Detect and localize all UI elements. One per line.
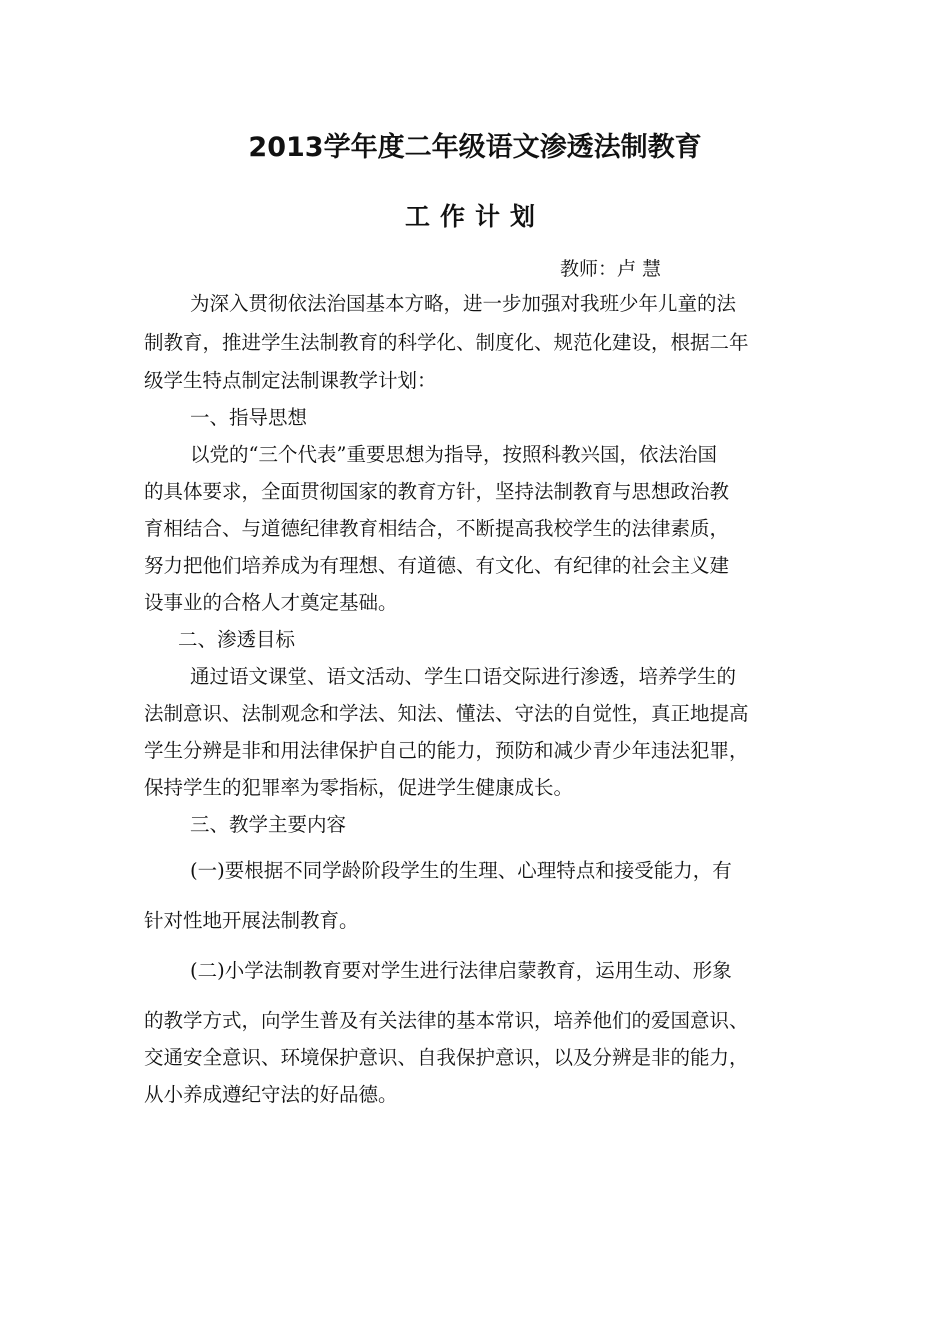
paragraph-line: (一)要根据不同学龄阶段学生的生理、心理特点和接受能力，有 — [190, 859, 732, 882]
paragraph-line: 制教育，推进学生法制教育的科学化、制度化、规范化建设，根据二年 — [144, 331, 749, 354]
section-heading: 三、教学主要内容 — [190, 813, 347, 836]
paragraph-line: 法制意识、法制观念和学法、知法、懂法、守法的自觉性，真正地提高 — [144, 702, 749, 725]
paragraph-line: 设事业的合格人才奠定基础。 — [144, 591, 398, 614]
paragraph-line: 努力把他们培养成为有理想、有道德、有文化、有纪律的社会主义建 — [144, 554, 730, 577]
paragraph-line: 的具体要求，全面贯彻国家的教育方针，坚持法制教育与思想政治教 — [144, 480, 730, 503]
section-heading: 一、指导思想 — [190, 406, 308, 429]
paragraph-line: 针对性地开展法制教育。 — [144, 909, 359, 932]
author-line: 教师：卢 慧 — [560, 258, 662, 280]
paragraph-line: 学生分辨是非和用法律保护自己的能力，预防和减少青少年违法犯罪， — [144, 739, 749, 762]
paragraph-line: 级学生特点制定法制课教学计划： — [144, 369, 437, 392]
paragraph-line: 通过语文课堂、语文活动、学生口语交际进行渗透，培养学生的 — [190, 665, 737, 688]
paragraph-line: 的教学方式，向学生普及有关法律的基本常识，培养他们的爱国意识、 — [144, 1009, 749, 1032]
paragraph-line: 以党的“三个代表”重要思想为指导，按照科教兴国，依法治国 — [190, 443, 717, 466]
paragraph-line: 从小养成遵纪守法的好品德。 — [144, 1083, 398, 1106]
document-title: 2013学年度二年级语文渗透法制教育 — [248, 132, 702, 163]
section-heading: 二、渗透目标 — [178, 628, 296, 651]
document-subtitle: 工作计划 — [404, 202, 545, 231]
paragraph-line: 育相结合、与道德纪律教育相结合，不断提高我校学生的法律素质， — [144, 517, 730, 540]
paragraph-line: 交通安全意识、环境保护意识、自我保护意识，以及分辨是非的能力， — [144, 1046, 749, 1069]
paragraph-line: 保持学生的犯罪率为零指标，促进学生健康成长。 — [144, 776, 574, 799]
paragraph-line: (二)小学法制教育要对学生进行法律启蒙教育，运用生动、形象 — [190, 959, 732, 982]
paragraph-line: 为深入贯彻依法治国基本方略，进一步加强对我班少年儿童的法 — [190, 292, 737, 315]
